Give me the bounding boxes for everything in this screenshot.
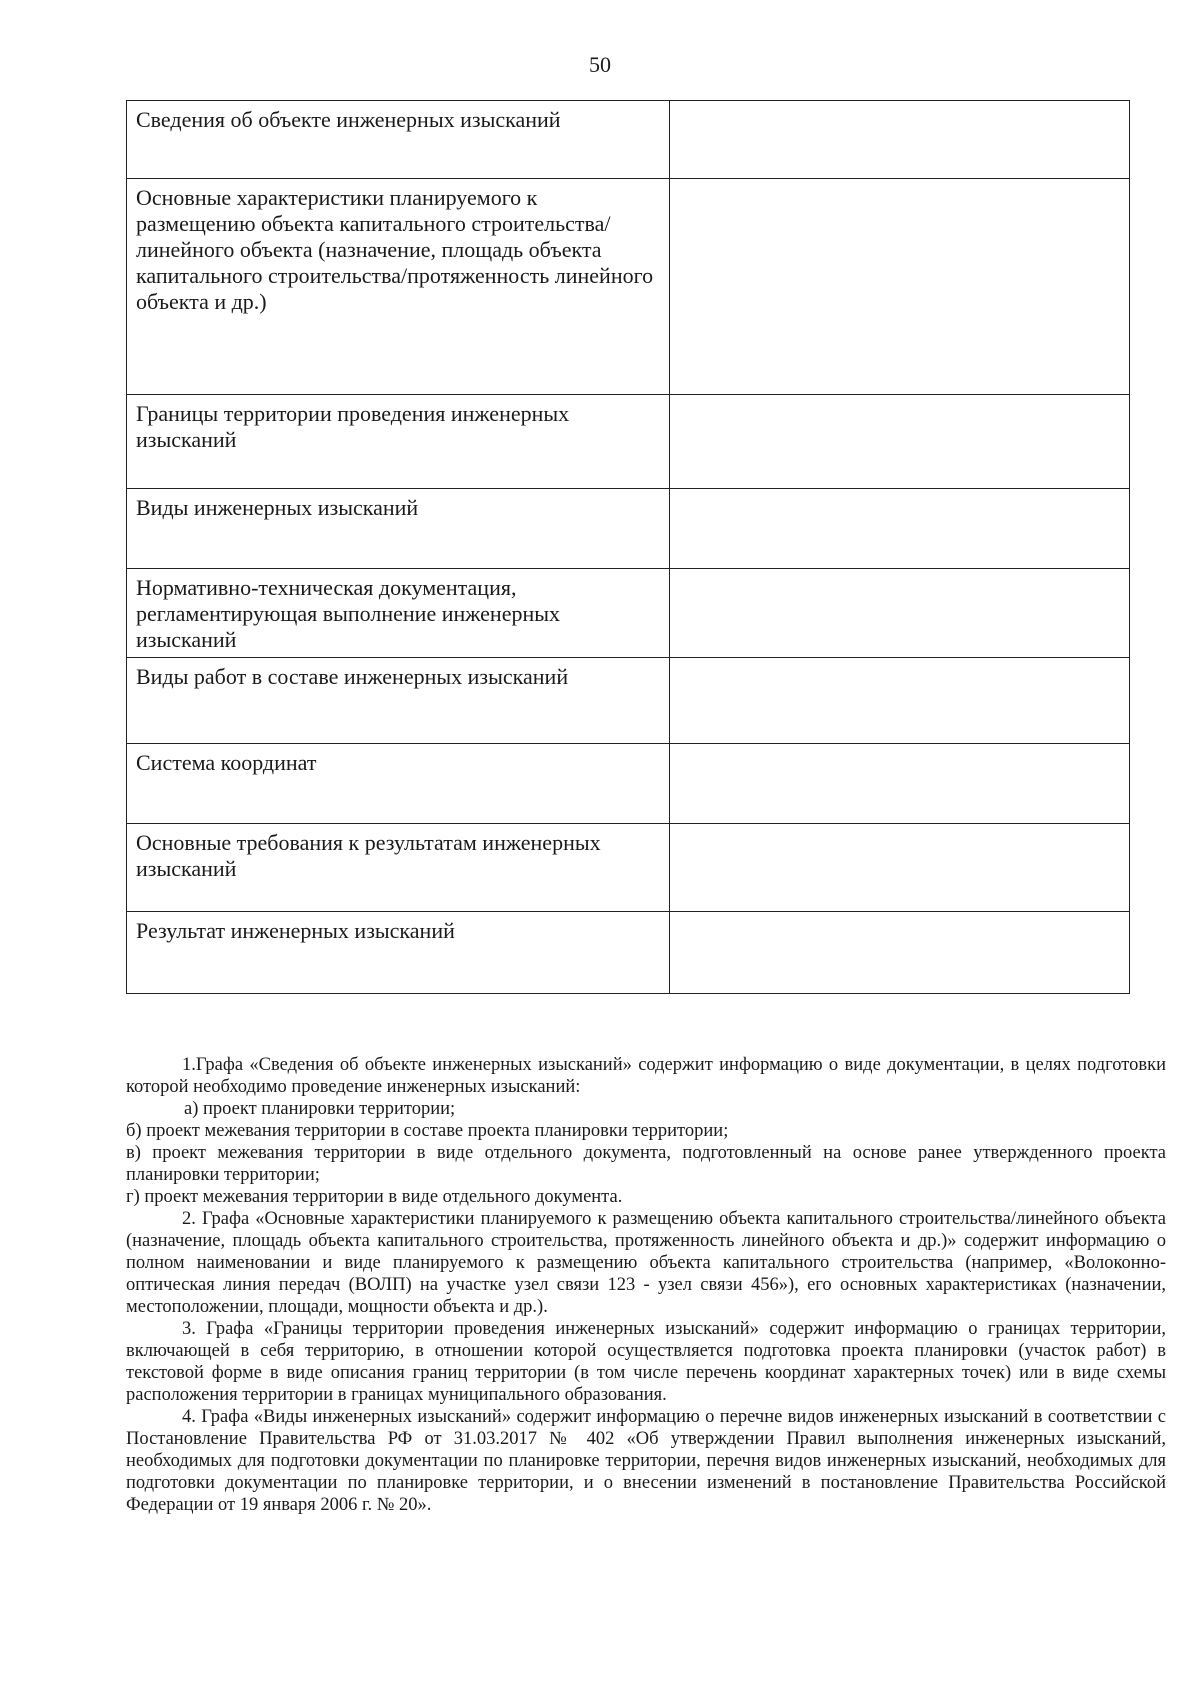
page-number: 50 [589, 52, 611, 77]
table-row [127, 101, 1130, 179]
row-label: Система координат [127, 744, 670, 824]
note-paragraph-4: 4. Графа «Виды инженерных изысканий» содержит информацию о перечне видов инженерных изысканий в соответствии с Постановление Правительства РФ от 31.03.2017 № 402 «Об утверждении Правил выполнения инженерных изысканий, необходимых для подготовки документации по планировке территории, перечня видов инженерных изысканий, необходимых для подготовки документации по планировке территории, и о внесении изменений в постановление Правительства Российской Федерации от 19 января 2006 г. № 20». [126, 1407, 1166, 1515]
row-value [670, 912, 1130, 994]
row-value [670, 569, 1130, 658]
note-item-a: а) проект планировки территории; [184, 1099, 456, 1119]
table-row [127, 658, 1130, 744]
table-row [127, 912, 1130, 994]
row-value [670, 744, 1130, 824]
row-value [670, 179, 1130, 395]
row-label: Границы территории проведения инженерных изысканий [127, 395, 670, 489]
row-label: Основные требования к результатам инженерных изысканий [127, 824, 670, 912]
row-value [670, 395, 1130, 489]
table-row [127, 395, 1130, 489]
row-value [670, 658, 1130, 744]
note-item-b: б) проект межевания территории в составе проекта планировки территории; [126, 1121, 729, 1141]
survey-info-table [126, 100, 1130, 994]
row-value [670, 824, 1130, 912]
row-label: Виды инженерных изысканий [127, 489, 670, 569]
note-item-d: г) проект межевания территории в виде отдельного документа. [126, 1187, 623, 1207]
table-row [127, 824, 1130, 912]
row-label: Виды работ в составе инженерных изысканий [127, 658, 670, 744]
table-row [127, 179, 1130, 395]
note-paragraph-3: 3. Графа «Границы территории проведения инженерных изысканий» содержит информацию о границах территории, включающей в себя территорию, в отношении которой осуществляется подготовка проекта планировки (участок работ) в текстовой форме в виде описания границ территории (в том числе перечень координат характерных точек) или в виде схемы расположения территории в границах муниципального образования. [126, 1319, 1166, 1405]
note-paragraph-2: 2. Графа «Основные характеристики планируемого к размещению объекта капитального строительства/линейного объекта (назначение, площадь объекта капитального строительства, протяженность линейного объекта и др.)» содержит информацию о полном наименовании и виде планируемого к размещению объекта капитального строительства (например, «Волоконно-оптическая линия передач (ВОЛП) на участке узел связи 123 - узел связи 456»), его основных характеристиках (назначении, местоположении, площади, мощности объекта и др.). [126, 1209, 1166, 1317]
row-label: Основные характеристики планируемого к размещению объекта капитального строительства/линейного объекта (назначение, площадь объекта капитального строительства/протяженность линейного объекта и др.) [127, 179, 670, 395]
row-value [670, 101, 1130, 179]
table-row [127, 489, 1130, 569]
row-label: Сведения об объекте инженерных изысканий [127, 101, 670, 179]
explanatory-notes [126, 1054, 1166, 1516]
note-item-c: в) проект межевания территории в виде отдельного документа, подготовленный на основе ранее утвержденного проекта планировки территории; [126, 1143, 1166, 1185]
row-label: Результат инженерных изысканий [127, 912, 670, 994]
note-paragraph-1: 1.Графа «Сведения об объекте инженерных изысканий» содержит информацию о виде документации, в целях подготовки которой необходимо проведение инженерных изысканий: [126, 1055, 1166, 1097]
table-row [127, 569, 1130, 658]
row-value [670, 489, 1130, 569]
table-row [127, 744, 1130, 824]
row-label: Нормативно-техническая документация, регламентирующая выполнение инженерных изысканий [127, 569, 670, 658]
